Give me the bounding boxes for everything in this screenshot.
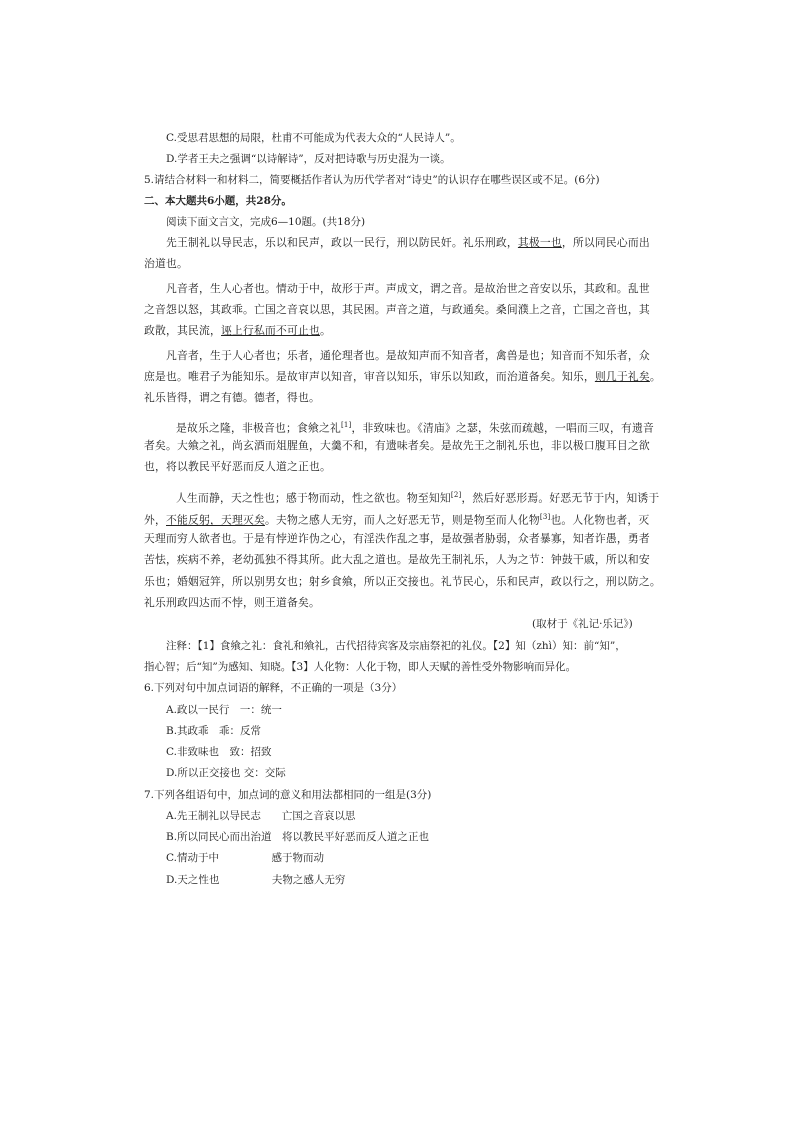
- q6-stem: 6.下列对句中加点词语的解释，不正确的一项是（3分）: [144, 682, 403, 694]
- passage-line: 苦怯，疾病不养，老幼孤独不得其所。此大乱之道也。是故先王制礼乐，人为之节：钟鼓干戚，所以和安: [144, 553, 650, 566]
- q4-option-d: D.学者王夫之强调“以诗解诗”，反对把诗歌与历史混为一谈。: [166, 153, 451, 165]
- passage-line: 礼乐皆得，谓之有德。德者，得也。: [144, 391, 320, 404]
- passage-line: 天理而穷人欲者也。于是有悖逆诈伪之心，有淫泆作乱之事，是故强者胁弱，众者暴寡，知者诈愚，勇者: [144, 532, 650, 545]
- underlined-phrase: 不能反躬，天理灭矣: [166, 513, 265, 527]
- underlined-phrase: 其极一也: [517, 236, 562, 249]
- passage-line: 政散，其民流，诬上行私而不可止也。: [144, 324, 331, 337]
- q7-stem: 7.下列各组语句中，加点词的意义和用法都相同的一组是(3分): [144, 789, 432, 801]
- underlined-phrase: 诬上行私而不可止也: [220, 324, 320, 337]
- q5-stem: 5.请结合材料一和材料二，简要概括作者认为历代学者对“诗史”的认识存在哪些误区或不足。(6分): [144, 174, 600, 186]
- q6-option-d: D.所以正交接也 交：交际: [166, 767, 286, 779]
- source-citation: (取材于《礼记·乐记》): [532, 618, 633, 630]
- footnote-line: 指心智；后“知”为感知、知晓。【3】人化物：人化于物，即人天赋的善性受外物影响而异化。: [144, 661, 577, 673]
- passage-line: 外，不能反躬，天理灭矣。夫物之感人无穷，而人之好恶无节，则是物至而人化物[3]也。人化物也者，灭: [144, 513, 650, 527]
- q6-option-b: B.其政乖 乖：反常: [166, 725, 262, 737]
- passage-line: 之音怨以怒，其政乖。亡国之音哀以思，其民困。声音之道，与政通矣。桑间濮上之音，亡国之音也，其: [144, 303, 650, 316]
- q7-option-b: B.所以同民心而出治道 将以教民平好恶而反人道之正也: [166, 831, 430, 843]
- passage-line: 治道也。: [144, 257, 188, 270]
- passage-line: 先王制礼以导民志，乐以和民声，政以一民行，刑以防民奸。礼乐刑政，其极一也，所以同民心而出: [166, 236, 650, 249]
- passage-line: 礼乐刑政四达而不悖，则王道备矣。: [144, 596, 320, 609]
- q7-option-c: C.情动于中 感于物而动: [166, 852, 324, 864]
- footnote-marker: [1]: [340, 421, 352, 429]
- footnote-line: 注释：【1】食飨之礼：食礼和飨礼，古代招待宾客及宗庙祭祀的礼仪。【2】知（zhì）知：前“知”，: [166, 640, 626, 652]
- reading-instruction: 阅读下面文言文，完成6—10题。(共18分): [166, 216, 366, 228]
- passage-line: 人生而静，天之性也；感于物而动，性之欲也。物至知知[2]，然后好恶形焉。好恶无节于内，知诱于: [176, 491, 660, 505]
- underlined-phrase: 则几于礼矣: [594, 370, 650, 383]
- passage-line: 凡音者，生于人心者也；乐者，通伦理者也。是故知声而不知音者，禽兽是也；知音而不知乐者，众: [166, 349, 650, 362]
- footnote-marker: [2]: [450, 491, 462, 499]
- passage-line: 也，将以教民平好恶而反人道之正也。: [144, 460, 331, 473]
- footnote-marker: [3]: [539, 513, 551, 521]
- q7-option-a: A.先王制礼以导民志 亡国之音哀以思: [166, 810, 356, 822]
- q7-option-d: D.天之性也 夫物之感人无穷: [166, 874, 346, 886]
- section-2-heading: 二、本大题共6小题，共28分。: [144, 195, 292, 207]
- passage-line: 者矣。大飨之礼，尚玄酒而俎腥鱼，大羹不和，有遗味者矣。是故先王之制礼乐也，非以极口腹耳目之欲: [144, 439, 650, 452]
- passage-line: 乐也；婚姻冠笄，所以别男女也；射乡食飨，所以正交接也。礼节民心，乐和民声，政以行之，刑以防之。: [144, 575, 661, 588]
- passage-line: 是故乐之隆，非极音也；食飨之礼[1]，非致味也。《清庙》之瑟，朱弦而疏越，一唱而三叹，有遗音: [176, 421, 654, 435]
- q6-option-a: A.政以一民行 一：统一: [166, 704, 282, 716]
- q4-option-c: C.受思君思想的局限，杜甫不可能成为代表大众的“人民诗人”。: [166, 132, 461, 144]
- q6-option-c: C.非致味也 致：招致: [166, 746, 272, 758]
- passage-line: 凡音者，生人心者也。情动于中，故形于声。声成文，谓之音。是故治世之音安以乐，其政和。乱世: [166, 282, 650, 295]
- passage-line: 庶是也。唯君子为能知乐。是故审声以知音，审音以知乐，审乐以知政，而治道备矣。知乐，则几于礼矣。: [144, 370, 661, 383]
